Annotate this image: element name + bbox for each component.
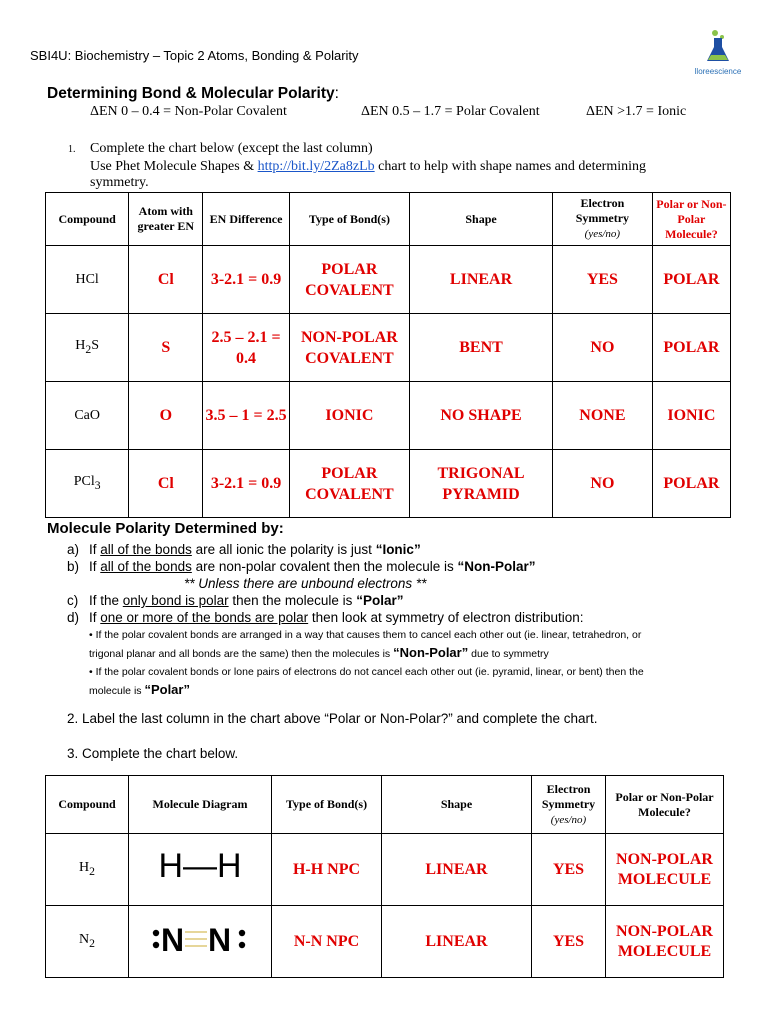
- table-row: [46, 382, 731, 450]
- molecule-table: [45, 775, 724, 978]
- atom-cell: Cl: [129, 450, 203, 518]
- table-header-row: [46, 776, 724, 834]
- n-atom-left: N: [161, 921, 185, 958]
- polar-cell: IONIC: [652, 382, 730, 450]
- n2-lewis-structure: [145, 916, 255, 962]
- logo-text: lloreescience: [694, 67, 742, 76]
- header-symmetry: Electron Symmetry (yes/no): [553, 193, 653, 246]
- rule-d: d) If one or more of the bonds are polar then look at symmetry of electron distribution:: [67, 610, 584, 625]
- symmetry-cell: NO: [553, 314, 653, 382]
- atom-cell: Cl: [129, 246, 203, 314]
- question-1: 1. Complete the chart below (except the last column) Use Phet Molecule Shapes & http://bit.ly/2Za8zLb chart to help with shape names and determining symmetry.: [68, 141, 647, 190]
- polar-cell: POLAR: [652, 314, 730, 382]
- flask-icon: [703, 28, 733, 64]
- en-cell: 3.5 – 1 = 2.5: [203, 382, 289, 450]
- en-cell: 3-2.1 = 0.9: [203, 246, 289, 314]
- header-polar: Polar or Non-Polar Molecule?: [652, 193, 730, 246]
- shape-cell: LINEAR: [382, 834, 532, 906]
- compound-cell: PCl$_3$: [46, 450, 129, 518]
- atom-cell: O: [129, 382, 203, 450]
- header-shape: Shape: [382, 776, 532, 834]
- en-polar-rule: ΔEN 0.5 – 1.7 = Polar Covalent: [361, 104, 540, 119]
- rule-c: c) If the only bond is polar then the molecule is “Polar”: [67, 593, 404, 608]
- header-en-difference: EN Difference: [203, 193, 289, 246]
- table-row: [46, 450, 731, 518]
- bond-cell: POLAR COVALENT: [289, 246, 409, 314]
- header-compound: Compound: [46, 776, 129, 834]
- en-ionic-rule: ΔEN >1.7 = Ionic: [586, 104, 687, 119]
- shape-cell: TRIGONAL PYRAMID: [410, 450, 553, 518]
- shape-cell: BENT: [410, 314, 553, 382]
- en-cell: 3-2.1 = 0.9: [203, 450, 289, 518]
- header-polar: Polar or Non-Polar Molecule?: [606, 776, 724, 834]
- logo: [683, 28, 753, 78]
- bond-cell: H-H NPC: [272, 834, 382, 906]
- h2-diagram: H—H: [129, 834, 272, 906]
- shape-cell: LINEAR: [382, 906, 532, 978]
- rule-b: b) If all of the bonds are non-polar covalent then the molecule is “Non-Polar”: [67, 559, 536, 574]
- compound-cell: HCl: [46, 246, 129, 314]
- header-shape: Shape: [410, 193, 553, 246]
- compound-cell: $N_2$: [46, 906, 129, 978]
- polar-cell: POLAR: [652, 450, 730, 518]
- n2-diagram: [129, 906, 272, 978]
- polar-cell: POLAR: [652, 246, 730, 314]
- rule-note: ** Unless there are unbound electrons **: [184, 576, 427, 591]
- bond-cell: NON-POLAR COVALENT: [289, 314, 409, 382]
- symmetry-cell: NO: [553, 450, 653, 518]
- table-row: [46, 834, 724, 906]
- bond-polarity-table: [45, 192, 731, 518]
- symmetry-cell: YES: [553, 246, 653, 314]
- shape-cell: NO SHAPE: [410, 382, 553, 450]
- rule-a: a) If all of the bonds are all ionic the polarity is just “Ionic”: [67, 542, 421, 557]
- polarity-rules: [67, 541, 757, 700]
- atom-cell: S: [129, 314, 203, 382]
- table-row: [46, 246, 731, 314]
- header-atom: Atom with greater EN: [129, 193, 203, 246]
- course-header: SBI4U: Biochemistry – Topic 2 Atoms, Bonding & Polarity: [30, 48, 359, 63]
- header-bond-type: Type of Bond(s): [289, 193, 409, 246]
- symmetry-cell: YES: [532, 834, 606, 906]
- question-3: 3. Complete the chart below.: [67, 746, 239, 761]
- en-cell: 2.5 – 2.1 = 0.4: [203, 314, 289, 382]
- polarity-heading: Molecule Polarity Determined by:: [47, 520, 284, 537]
- table-row: [46, 314, 731, 382]
- header-symmetry: Electron Symmetry (yes/no): [532, 776, 606, 834]
- phet-link[interactable]: http://bit.ly/2Za8zLb: [257, 159, 375, 174]
- bullet-polar: • If the polar covalent bonds or lone pairs of electrons do not cancel each other out (ie. pyramid, linear, or bent) then the molecule is “Polar”: [89, 666, 644, 697]
- polar-cell: NON-POLAR MOLECULE: [606, 834, 724, 906]
- polar-cell: NON-POLAR MOLECULE: [606, 906, 724, 978]
- section-title: Determining Bond & Molecular Polarity:: [47, 85, 339, 102]
- compound-cell: CaO: [46, 382, 129, 450]
- shape-cell: LINEAR: [410, 246, 553, 314]
- bond-cell: IONIC: [289, 382, 409, 450]
- symmetry-cell: YES: [532, 906, 606, 978]
- bond-cell: POLAR COVALENT: [289, 450, 409, 518]
- table-row: [46, 906, 724, 978]
- header-bond-type: Type of Bond(s): [272, 776, 382, 834]
- n-atom-right: N: [208, 921, 232, 958]
- symmetry-cell: NONE: [553, 382, 653, 450]
- table-header-row: [46, 193, 731, 246]
- header-diagram: Molecule Diagram: [129, 776, 272, 834]
- bullet-nonpolar: • If the polar covalent bonds are arranged in a way that causes them to cancel each other out (ie. linear, tetrahedron, or trigonal planar and all bonds are the same) then the molecules is “Non-Polar” due to symmetry: [89, 629, 642, 660]
- bond-cell: N-N NPC: [272, 906, 382, 978]
- header-compound: Compound: [46, 193, 129, 246]
- compound-cell: $H_2$: [46, 834, 129, 906]
- en-nonpolar-rule: ΔEN 0 – 0.4 = Non-Polar Covalent: [90, 104, 287, 119]
- question-2: 2. Label the last column in the chart above “Polar or Non-Polar?” and complete the chart.: [67, 711, 598, 726]
- compound-cell: $H_2S$: [46, 314, 129, 382]
